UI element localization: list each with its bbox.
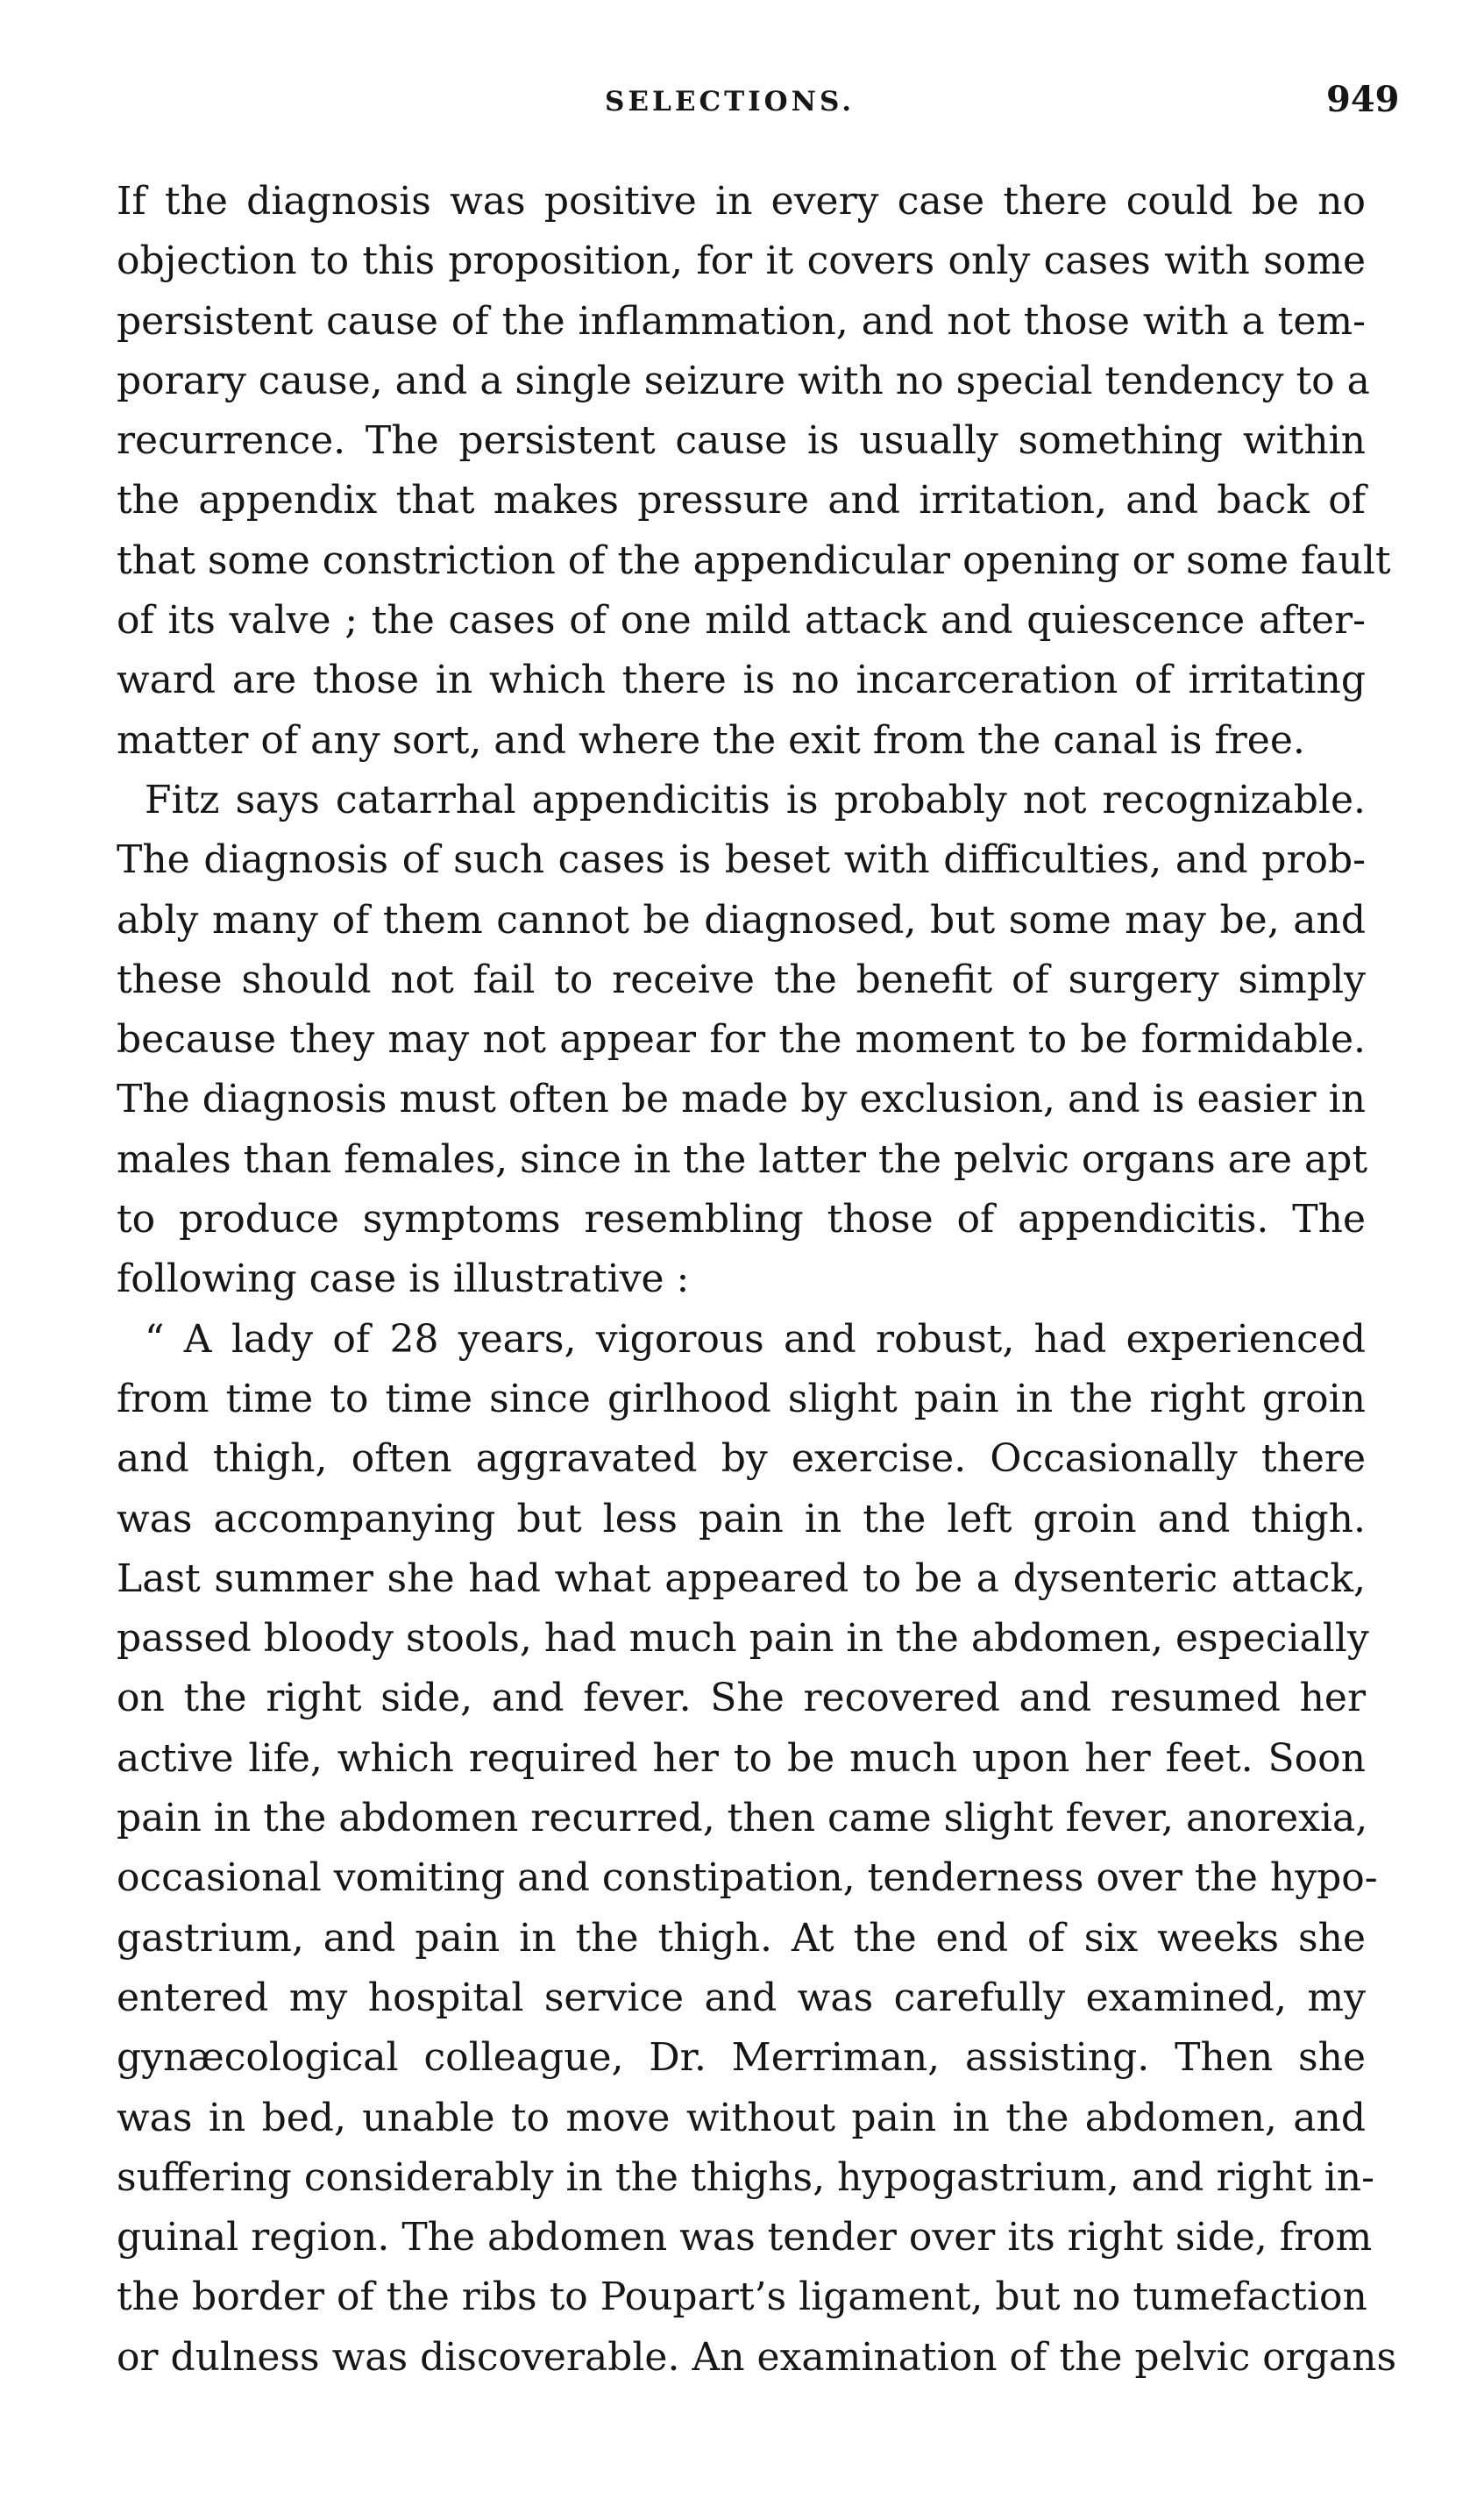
text-line: was in bed, unable to move without pain in the abdomen, and bbox=[117, 2095, 1366, 2140]
text-line: If the diagnosis was positive in every case there could be no bbox=[117, 179, 1366, 224]
text-line: because they may not appear for the moment to be formidable. bbox=[117, 1017, 1366, 1063]
text-line: objection to this proposition, for it covers only cases with some bbox=[117, 238, 1366, 284]
text-line: to produce symptoms resembling those of appendicitis. The bbox=[117, 1197, 1366, 1242]
text-line: and thigh, often aggravated by exercise. Occasionally there bbox=[117, 1436, 1366, 1482]
text-line: ward are those in which there is no incarceration of irritating bbox=[117, 658, 1366, 703]
running-title: SELECTIONS. bbox=[605, 86, 856, 117]
text-line: following case is illustrative : bbox=[117, 1256, 690, 1302]
text-line: porary cause, and a single seizure with no special tendency to a bbox=[117, 358, 1370, 403]
paragraph bbox=[117, 172, 1391, 771]
text-line: Fitz says catarrhal appendicitis is probably not recognizable. bbox=[145, 777, 1366, 822]
page-number: 949 bbox=[1326, 79, 1400, 120]
body-text bbox=[117, 172, 1397, 2388]
text-line: gynæcological colleague, Dr. Merriman, assisting. Then she bbox=[117, 2035, 1366, 2081]
text-line: the border of the ribs to Poupart’s ligament, but no tumefaction bbox=[117, 2275, 1367, 2320]
text-line: males than females, since in the latter the pelvic organs are apt bbox=[117, 1136, 1368, 1182]
text-line: was accompanying but less pain in the left groin and thigh. bbox=[117, 1496, 1366, 1541]
running-head bbox=[0, 79, 1484, 139]
text-line: pain in the abdomen recurred, then came slight fever, anorexia, bbox=[117, 1796, 1368, 1841]
text-line: guinal region. The abdomen was tender over its right side, from bbox=[117, 2215, 1373, 2260]
text-line: of its valve ; the cases of one mild attack and quiescence after- bbox=[117, 598, 1366, 644]
text-line: matter of any sort, and where the exit from the canal is free. bbox=[117, 717, 1305, 763]
text-line: ably many of them cannot be diagnosed, but some may be, and bbox=[117, 897, 1366, 943]
text-line: recurrence. The persistent cause is usually something within bbox=[117, 418, 1366, 464]
text-line: these should not fail to receive the benefit of surgery simply bbox=[117, 957, 1366, 1002]
text-line: on the right side, and fever. She recovered and resumed her bbox=[117, 1676, 1366, 1721]
text-line: or dulness was discoverable. An examination of the pelvic organs bbox=[117, 2334, 1397, 2380]
text-line: gastrium, and pain in the thigh. At the end of six weeks she bbox=[117, 1915, 1366, 1961]
paragraph bbox=[117, 1310, 1397, 2388]
text-line: passed bloody stools, had much pain in the abdomen, especially bbox=[117, 1616, 1369, 1662]
text-line: Last summer she had what appeared to be a dysenteric attack, bbox=[117, 1555, 1366, 1601]
text-line: persistent cause of the inflammation, and not those with a tem- bbox=[117, 298, 1366, 344]
text-line: that some constriction of the appendicular opening or some fault bbox=[117, 537, 1391, 583]
text-line: “ A lady of 28 years, vigorous and robust, had experienced bbox=[145, 1316, 1366, 1362]
paragraph bbox=[117, 771, 1366, 1310]
text-line: suffering considerably in the thighs, hypogastrium, and right in- bbox=[117, 2154, 1375, 2200]
text-line: The diagnosis of such cases is beset with difficulties, and prob- bbox=[117, 837, 1366, 883]
text-line: from time to time since girlhood slight pain in the right groin bbox=[117, 1376, 1366, 1421]
text-line: active life, which required her to be much upon her feet. Soon bbox=[117, 1735, 1366, 1781]
text-line: entered my hospital service and was carefully examined, my bbox=[117, 1975, 1366, 2020]
text-line: occasional vomiting and constipation, tenderness over the hypo- bbox=[117, 1855, 1378, 1901]
text-line: The diagnosis must often be made by exclusion, and is easier in bbox=[117, 1077, 1366, 1122]
text-line: the appendix that makes pressure and irritation, and back of bbox=[117, 478, 1366, 523]
